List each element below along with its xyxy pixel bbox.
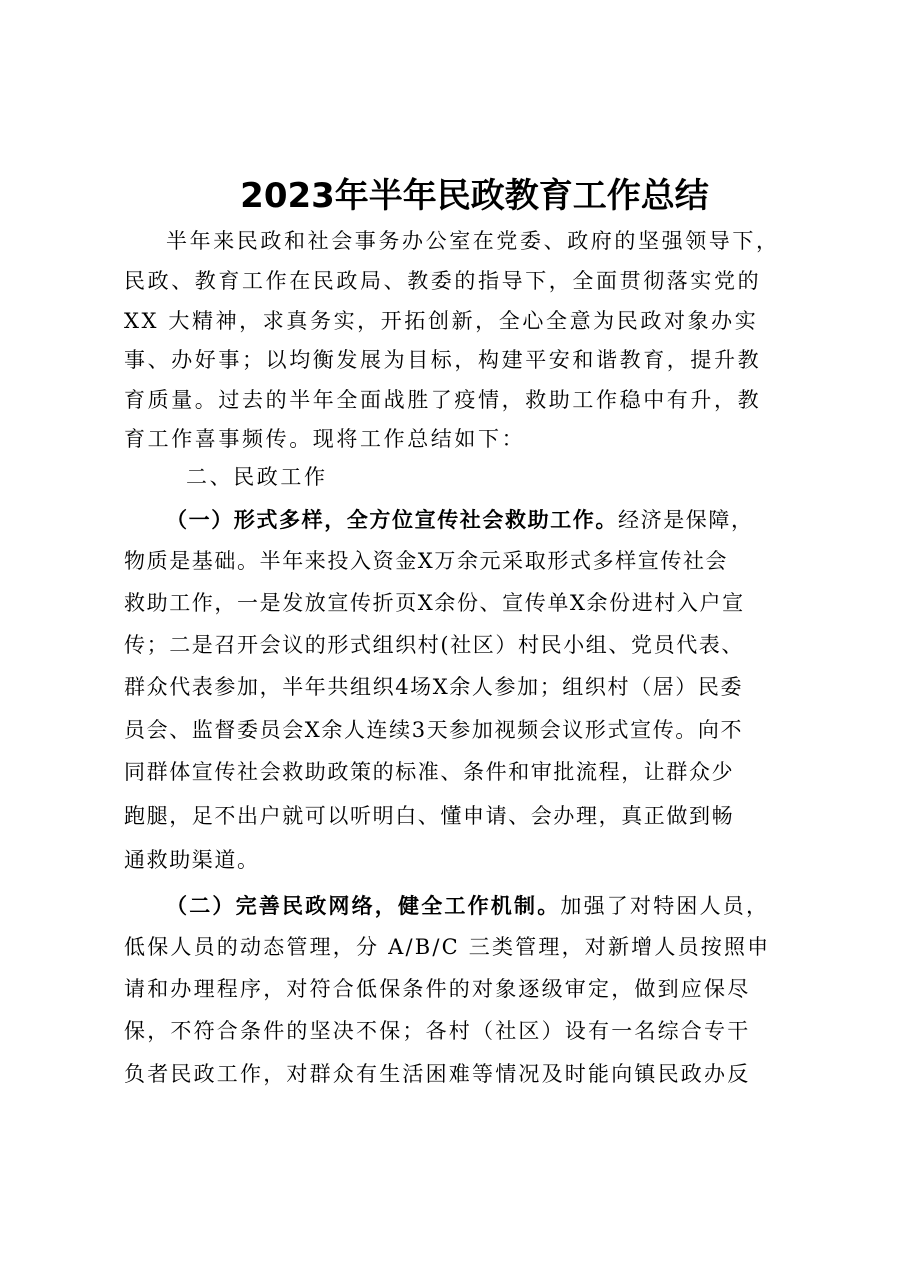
section1-first-line [166, 505, 754, 535]
section1-first-tail: 经济是保障， [618, 508, 754, 532]
section1-line: 跑腿，足不出户就可以听明白、懂申请、会办理，真正做到畅 [124, 804, 735, 828]
intro-line: 事、办好事；以均衡发展为目标，构建平安和谐教育，提升教 [124, 348, 762, 372]
section1-line: 物质是基础。半年来投入资金X万余元采取形式多样宣传社会 [124, 549, 729, 573]
section1-line: 救助工作，一是发放宣传折页X余份、宣传单X余份进村入户宣 [124, 591, 745, 615]
section1-line: 传；二是召开会议的形式组织村(社区）村民小组、党员代表、 [124, 633, 744, 657]
intro-line: 育工作喜事频传。现将工作总结如下： [124, 427, 526, 451]
section1-line: 员会、监督委员会X余人连续3天参加视频会议形式宣传。向不 [124, 718, 744, 742]
section2-first-line [166, 891, 769, 921]
section2-line: 保，不符合条件的坚决不保；各村（社区）设有一名综合专干 [124, 1019, 751, 1043]
section2-heading: （二）完善民政网络，健全工作机制。 [166, 894, 561, 918]
section2-line: 低保人员的动态管理，分 A/B/C 三类管理，对新增人员按照申 [124, 935, 771, 959]
section-heading: 二、民政工作 [186, 465, 328, 489]
section1-heading: （一）形式多样，全方位宣传社会救助工作。 [166, 507, 618, 532]
intro-line: 育质量。过去的半年全面战胜了疫情，救助工作稳中有升，教 [124, 388, 762, 412]
intro-line: XX 大精神，求真务实，开拓创新，全心全意为民政对象办实 [124, 309, 759, 333]
section2-line: 负者民政工作，对群众有生活困难等情况及时能向镇民政办反 [124, 1062, 751, 1086]
section1-line: 群众代表参加，半年共组织4场X余人参加；组织村（居）民委 [124, 675, 744, 699]
page-title: 2023年半年民政教育工作总结 [240, 176, 709, 216]
section1-line: 通救助渠道。 [124, 848, 260, 872]
intro-line: 半年来民政和社会事务办公室在党委、政府的坚强领导下， [166, 229, 780, 253]
section1-line: 同群体宣传社会救助政策的标准、条件和审批流程，让群众少 [124, 760, 735, 784]
section2-line: 请和办理程序，对符合低保条件的对象逐级审定，做到应保尽 [124, 977, 751, 1001]
intro-line: 民政、教育工作在民政局、教委的指导下，全面贯彻落实党的 [124, 269, 762, 293]
section2-first-tail: 加强了对特困人员， [560, 894, 770, 918]
